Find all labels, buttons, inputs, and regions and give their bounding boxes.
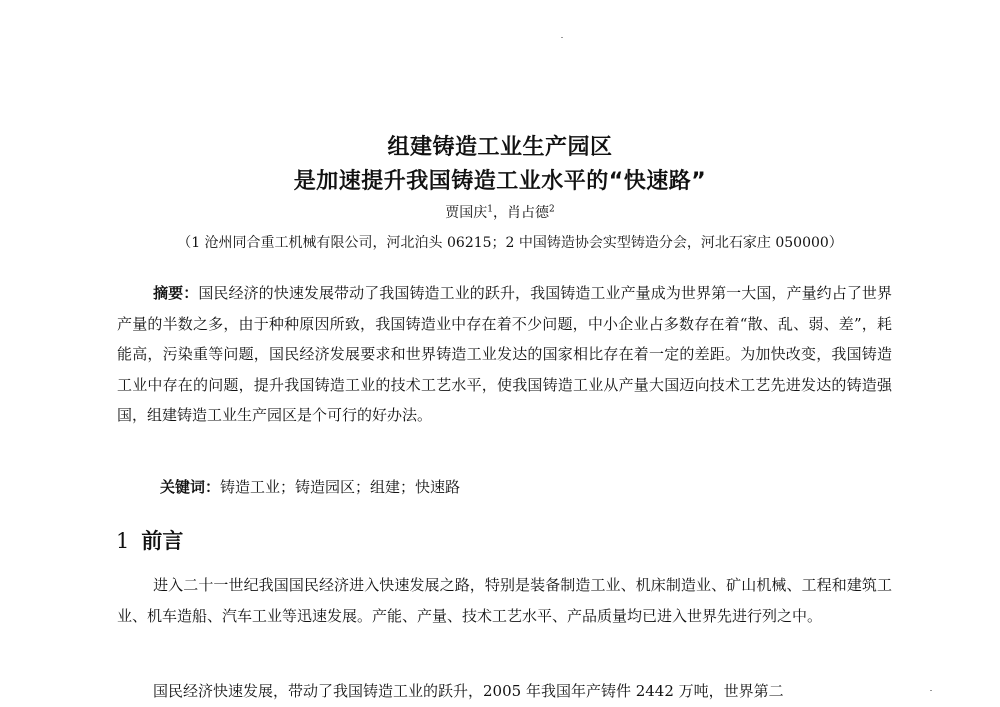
section-heading (116, 525, 183, 555)
author-affiliation-mark: 1 (487, 204, 493, 215)
body-paragraph (117, 676, 892, 707)
scan-speck (930, 690, 932, 691)
paragraph-text: 进入二十一世纪我国国民经济进入快速发展之路，特别是装备制造工业、机床制造业、矿山机械、工程和建筑工业、机车造船、汽车工业等迅速发展。产能、产量、技术工艺水平、产品质量均已进入世界先进行列之中。 (117, 576, 892, 625)
section-title: 前言 (141, 529, 184, 553)
author-line (0, 202, 1000, 222)
body-paragraph (117, 570, 892, 632)
abstract-text: 国民经济的快速发展带动了我国铸造工业的跃升，我国铸造工业产量成为世界第一大国，产量约占了世界产量的半数之多，由于种种原因所致，我国铸造业中存在着不少问题，中小企业占多数存在着“散、乱、弱、差”，耗能高，污染重等问题，国民经济发展要求和世界铸造工业发达的国家相比存在着一定的差距。为加快改变，我国铸造工业中存在的问题，提升我国铸造工业的技术工艺水平，使我国铸造工业从产量大国迈向技术工艺先进发达的铸造强国，组建铸造工业生产园区是个可行的好办法。 (117, 284, 892, 424)
keywords-line (160, 476, 460, 497)
keywords-text: 铸造工业；铸造园区；组建；快速路 (220, 478, 461, 496)
section-number: 1 (116, 529, 130, 553)
author-affiliation-mark: 2 (549, 204, 555, 215)
abstract-paragraph (117, 278, 892, 431)
abstract-label: 摘要： (153, 284, 199, 302)
author-name: 贾国庆 (445, 205, 488, 221)
scan-speck (561, 37, 563, 38)
keywords-label: 关键词： (160, 478, 221, 496)
title-line-2: 是加速提升我国铸造工业水平的“快速路” (293, 169, 707, 194)
affiliation-line: （1 沧州同合重工机械有限公司，河北泊头 06215；2 中国铸造协会实型铸造分会，河北石家庄 050000） (177, 235, 843, 251)
author-name: 肖占德 (507, 205, 549, 221)
title-line-1: 组建铸造工业生产园区 (387, 135, 613, 160)
paragraph-text: 国民经济快速发展，带动了我国铸造工业的跃升，2005 年我国年产铸件 2442 万吨，世界第二 (153, 682, 784, 700)
author-separator: ， (493, 205, 507, 221)
